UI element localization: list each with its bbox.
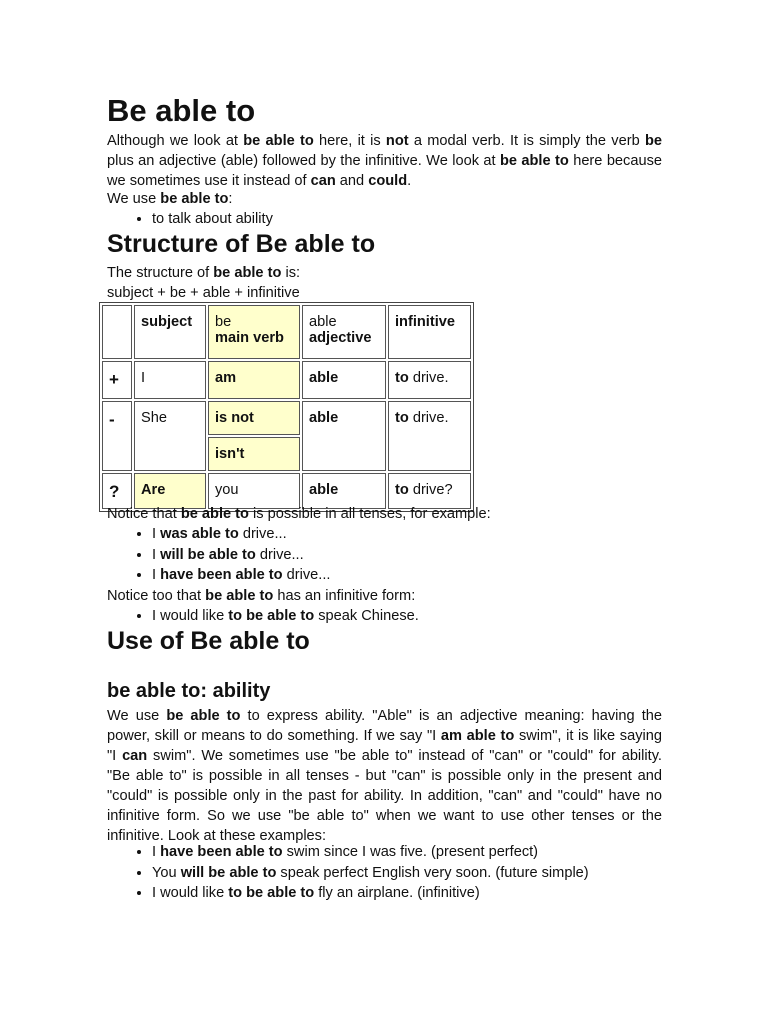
use-heading: Use of Be able to	[107, 627, 310, 655]
infinitive-list	[107, 606, 662, 627]
text: I	[152, 546, 161, 563]
table-cell	[388, 361, 471, 399]
bold-text: to	[395, 482, 409, 498]
bold-text: to be able to	[228, 885, 315, 901]
table-cell	[208, 305, 300, 359]
text: is:	[281, 265, 301, 281]
bold-text: can	[310, 173, 336, 189]
we-use-line	[107, 189, 662, 230]
list-item	[152, 606, 662, 627]
text: here because we sometimes use it instead of	[107, 153, 662, 189]
table-cell	[208, 401, 300, 435]
row-symbol: +	[102, 361, 132, 399]
text: swim". We sometimes use "be able to" instead of "can" or "could" for ability. "Be able to" is possible in all tenses - but "can" is possible only in the present and "could" is possible only in the past for ability. In addition, "can" and "could" have no infinitive form. So we use "be able to" when we want to use other tenses or the infinitive. Look at these examples:	[107, 748, 662, 844]
text: plus an adjective (able) followed by the infinitive. We look at	[107, 153, 500, 169]
use-subheading: be able to: ability	[107, 680, 271, 702]
bold-text: was able to	[160, 526, 239, 542]
table-cell	[388, 305, 471, 359]
bold-text: can	[122, 748, 148, 764]
text: drive...	[255, 546, 304, 563]
table-cell: you	[208, 473, 300, 509]
bold-text: be able to	[213, 265, 282, 281]
bold-text: Are	[141, 482, 166, 498]
bold-text: be able to	[205, 587, 274, 604]
row-symbol: ?	[102, 473, 132, 509]
bold-text: will be able to	[180, 864, 277, 881]
list-item	[152, 565, 662, 586]
bold-text: will be able to	[160, 546, 256, 563]
table-cell	[208, 437, 300, 471]
header-subject: subject	[141, 314, 193, 330]
bold-text: be able to	[243, 133, 314, 149]
text: swim since I was five. (present perfect)	[282, 844, 539, 860]
text: drive?	[408, 482, 453, 498]
table-cell	[302, 361, 386, 399]
bold-text: could	[368, 173, 408, 189]
text: The structure of	[107, 265, 214, 281]
list-item	[152, 545, 662, 566]
bold-text: isn't	[215, 446, 245, 462]
notice-tenses	[107, 504, 662, 626]
text: drive.	[408, 410, 449, 426]
table-row	[102, 361, 471, 399]
bold-text: be able to	[160, 191, 229, 207]
table-cell	[102, 305, 132, 359]
use-list	[107, 209, 662, 230]
text: has an infinitive form:	[273, 587, 416, 604]
text: Although we look at	[107, 133, 244, 149]
text: We use	[107, 708, 167, 724]
page-title: Be able to	[107, 93, 256, 128]
list-item: • to talk about ability	[152, 209, 662, 230]
text: a modal verb. It is simply the verb	[408, 133, 645, 149]
table-cell	[302, 401, 386, 471]
header-able: able	[309, 314, 337, 330]
header-be: be	[215, 314, 232, 330]
bold-text: to be able to	[228, 607, 315, 624]
bold-text: to	[395, 410, 409, 426]
intro-paragraph	[107, 131, 662, 191]
structure-heading: Structure of Be able to	[107, 230, 376, 258]
text: to express ability. "Able" is an adjective meaning: having the power, skill or means to do something. If we say "I	[107, 708, 662, 744]
text: swim", it is like saying "I	[107, 728, 662, 764]
header-infinitive: infinitive	[395, 314, 455, 330]
header-main-verb: main verb	[215, 330, 284, 346]
bold-text: am	[215, 370, 237, 386]
row-symbol: -	[102, 401, 132, 471]
table-cell: She	[134, 401, 206, 471]
list-item	[152, 524, 662, 545]
text: here, it is	[313, 133, 386, 149]
bold-text: have been able to	[160, 567, 283, 583]
text: .	[407, 173, 412, 189]
text: speak Chinese.	[314, 607, 419, 624]
text: drive...	[282, 567, 331, 583]
bold-text: am able to	[440, 728, 515, 744]
bold-text: to	[395, 370, 409, 386]
bold-text: have been able to	[160, 844, 283, 860]
text: We use	[107, 191, 161, 207]
text: I would like	[152, 885, 229, 901]
bold-text: be	[644, 133, 662, 149]
list-item	[152, 863, 662, 884]
bold-text: able	[309, 410, 339, 426]
table-header-row	[102, 305, 471, 359]
text: Notice too that	[107, 587, 206, 604]
text: You	[152, 864, 181, 881]
text: I would like	[152, 607, 229, 624]
tense-list	[107, 524, 662, 586]
text: :	[228, 191, 233, 207]
structure-table	[99, 302, 474, 512]
text: speak perfect English very soon. (future simple)	[276, 864, 589, 881]
text: I	[152, 526, 161, 542]
structure-formula: subject + be + able + infinitive	[107, 285, 300, 301]
examples-list	[107, 842, 662, 904]
text: and	[335, 173, 369, 189]
text: drive...	[238, 526, 287, 542]
table-cell	[302, 305, 386, 359]
bold-text: not	[385, 133, 409, 149]
structure-intro	[107, 263, 662, 303]
table-cell	[208, 361, 300, 399]
table-cell: I	[134, 361, 206, 399]
text: drive.	[408, 370, 449, 386]
list-item	[152, 842, 662, 863]
text: I	[152, 567, 161, 583]
bold-text: be able to	[499, 153, 569, 169]
text: is possible in all tenses, for example:	[248, 506, 491, 522]
bold-text: be able to	[166, 708, 241, 724]
list-item	[152, 883, 662, 904]
table-row	[102, 401, 471, 435]
header-adjective: adjective	[309, 330, 372, 346]
text: fly an airplane. (infinitive)	[314, 885, 480, 901]
text: I	[152, 844, 161, 860]
bold-text: is not	[215, 410, 254, 426]
bold-text: be able to	[180, 506, 249, 522]
use-paragraph	[107, 706, 662, 846]
bold-text: able	[309, 482, 339, 498]
bold-text: able	[309, 370, 339, 386]
table-cell	[134, 305, 206, 359]
text: Notice that	[107, 506, 181, 522]
table-cell	[388, 401, 471, 471]
use-examples	[107, 842, 662, 904]
